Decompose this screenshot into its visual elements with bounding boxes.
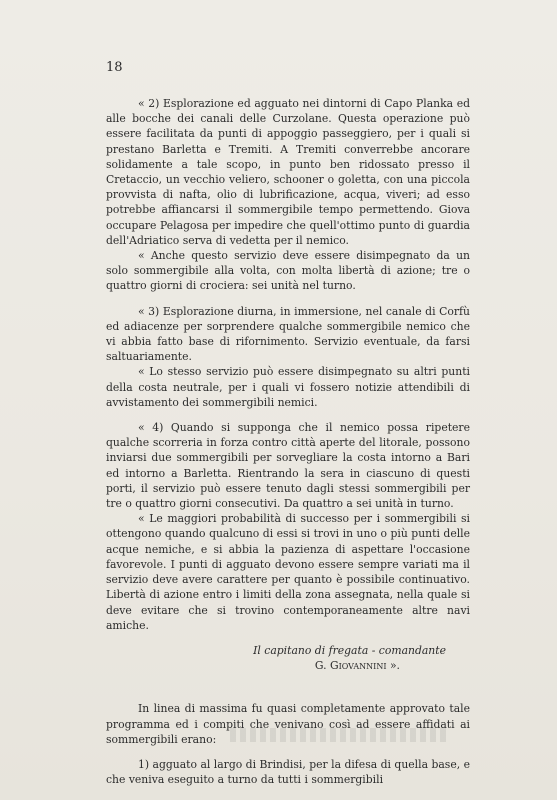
signature-closing: ». — [386, 659, 400, 673]
signature-title: Il capitano di fregata - comandante — [253, 643, 446, 657]
bleed-through-text — [230, 728, 450, 742]
paragraph-probabilita-successo: « Le maggiori probabilità di successo per i sommergibili si ottengono quando qualcuno di essi si trovi in uno o più punti delle acque nemiche, e si abbia la pazienza di aspettare l'occasione favorevole. I punti di agguato devono essere sempre variati ma il servizio deve avere carattere per quanto è possibile continuativo. Libertà di azione entro i limiti della zona assegnata, nella quale si deve evitare che si trovino contemporaneamente altre navi amiche. — [106, 512, 470, 632]
signature-name — [106, 658, 470, 673]
paragraph-servizio-sommergibile: « Anche questo servizio deve essere disimpegnato da un solo sommergibile alla volta, con molta libertà di azione; tre o quattro giorni di crociera: sei unità nel turno. — [106, 249, 470, 293]
page-number: 18 — [106, 60, 123, 75]
paragraph-scorreria: « 4) Quando si supponga che il nemico possa ripetere qualche scorreria in forza contro città aperte del litorale, possono inviarsi due sommergibili per sorvegliare la costa intorno a Bari ed intorno a Barletta. Rientrando la sera in ciascuno di questi porti, il servizio può essere tenuto dagli stessi sommergibili per tre o quattro giorni consecutivi. Da quattro a sei unità in turno. — [106, 421, 470, 511]
paragraph-esplorazione-agguato: « 2) Esplorazione ed agguato nei dintorni di Capo Planka ed alle bocche dei canali delle Curzolane. Questa operazione può essere facilitata da punti di appoggio passeggiero, per i quali si prestano Barletta e Tremiti. A Tremiti converrebbe ancorare solidamente a tale scopo, in punto ben ridossato presso il Cretaccio, un vecchio veliero, schooner o goletta, con una piccola provvista di nafta, olio di lubrificazione, acqua, viveri; ad esso potrebbe affiancarsi il sommergibile tempo permettendo. Giova occupare Pelagosa per impedire che quell'ottimo punto di guardia dell'Adriatico serva di vedetta per il nemico. — [106, 97, 470, 247]
signature-initial: G. — [314, 659, 330, 673]
body-text — [106, 96, 470, 787]
paragraph-linea-massima: In linea di massima fu quasi completamente approvato tale programma ed i compiti che venivano così ad essere affidati ai sommergibili erano: — [106, 702, 470, 746]
signature-surname: Giovannini — [329, 659, 387, 673]
paragraph-esplorazione-diurna: « 3) Esplorazione diurna, in immersione, nel canale di Corfù ed adiacenze per sorprendere qualche sommergibile nemico che vi abbia fatto base di rifornimento. Servizio eventuale, da farsi saltuariamente. — [106, 304, 470, 364]
paragraph-costa-neutrale: « Lo stesso servizio può essere disimpegnato su altri punti della costa neutrale, per i quali vi fossero notizie attendibili di avvistamento dei sommergibili nemici. — [106, 365, 470, 409]
paragraph-agguato-brindisi: 1) agguato al largo di Brindisi, per la difesa di quella base, e che veniva eseguito a turno da tutti i sommergibili — [106, 757, 470, 787]
